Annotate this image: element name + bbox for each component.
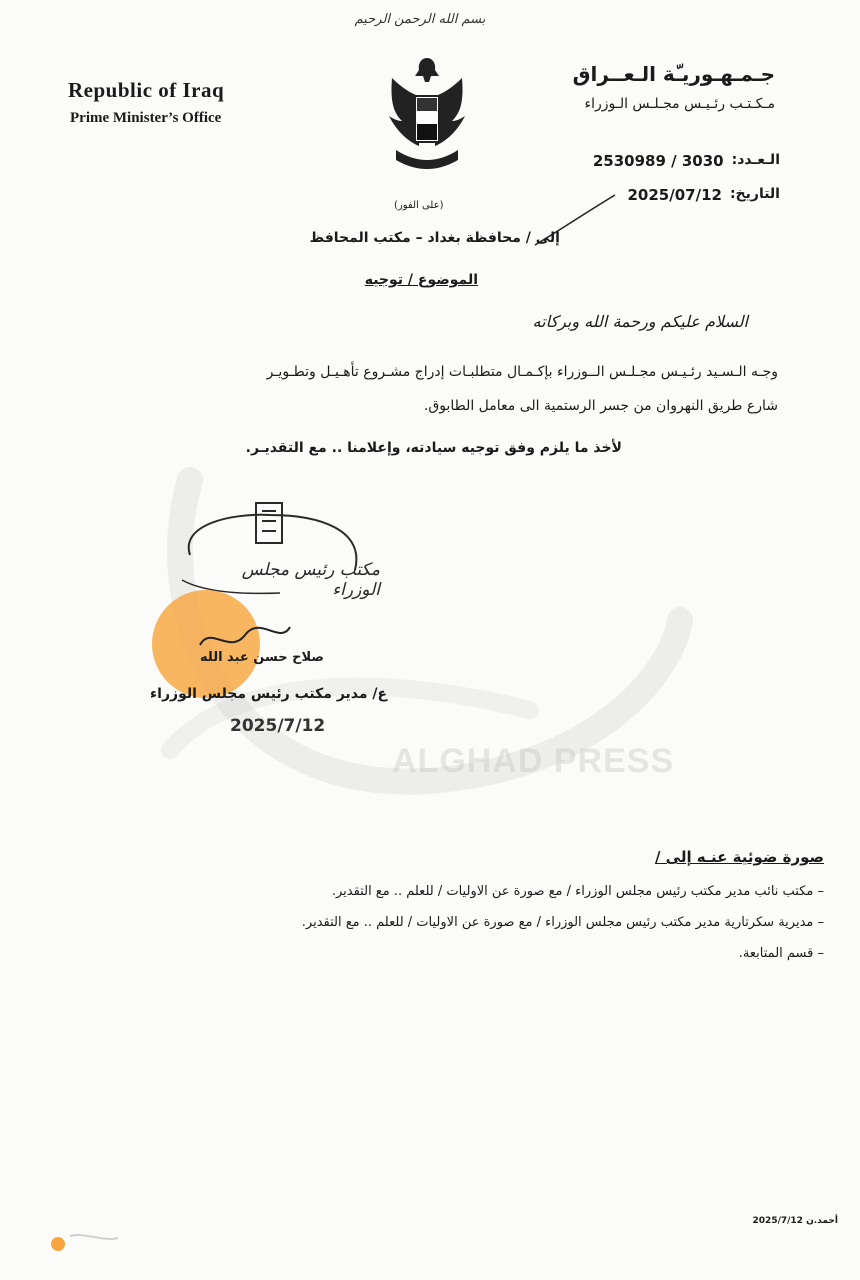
body-line-1: وجـه الـسـيد رئـيـس مجـلـس الــوزراء بإكـمـال متطلبـات إدراج مشـروع تأهـيـل وتطـويـر bbox=[266, 364, 778, 380]
english-title: Republic of Iraq bbox=[68, 78, 225, 102]
stamp-text: مكتب رئيس مجلس الوزراء bbox=[241, 560, 380, 600]
arabic-subtitle: مـكـتـب رئـيـس مجـلـس الـوزراء bbox=[584, 96, 775, 112]
signature-date: 2025/7/12 bbox=[230, 716, 326, 736]
subject-line: الموضوع / توجيه bbox=[364, 272, 478, 288]
reference-number bbox=[593, 152, 780, 170]
date-label: التاريخ: bbox=[729, 186, 780, 202]
letter-body bbox=[78, 355, 778, 423]
english-subtitle: Prime Minister’s Office bbox=[70, 110, 222, 126]
number-value: 2530989 / 3030 bbox=[592, 152, 724, 170]
signer-title: ع/ مدير مكتب رئيس مجلس الوزراء bbox=[150, 686, 388, 702]
iraq-eagle-emblem-icon bbox=[382, 50, 472, 175]
cc-item: – مديرية سكرتارية مدير مكتب رئيس مجلس الوزراء / مع صورة عن الاوليات / للعلم .. مع التقدير. bbox=[301, 915, 824, 930]
cc-item: – مكتب نائب مدير مكتب رئيس مجلس الوزراء / مع صورة عن الاوليات / للعلم .. مع التقدير. bbox=[331, 884, 824, 899]
basmala: بسم الله الرحمن الرحيم bbox=[354, 12, 486, 27]
closing-line: لأخذ ما يلزم وفق توجيه سيادته، وإعلامنا .. مع التقديـر. bbox=[245, 440, 622, 456]
body-line-2: شارع طريق النهروان من جسر الرستمية الى معامل الطابوق. bbox=[423, 398, 778, 414]
document-date bbox=[628, 186, 781, 204]
cc-item: – قسم المتابعة. bbox=[738, 946, 824, 961]
cc-heading: صورة ضوئية عنـه إلى / bbox=[654, 848, 824, 866]
date-value: 2025/07/12 bbox=[627, 186, 722, 204]
number-label: الـعـدد: bbox=[731, 152, 780, 168]
greeting: السلام عليكم ورحمة الله وبركاته bbox=[532, 312, 748, 331]
signer-name: صلاح حسن عبد الله bbox=[200, 650, 324, 665]
recipient-line: إلى / محافظة بغداد – مكتب المحافظ bbox=[309, 230, 560, 246]
urgent-note: (على الفور) bbox=[394, 200, 444, 211]
arabic-title: جـمـهـوريـّة الـعــراق bbox=[572, 62, 775, 86]
watermark-text: ALGHAD PRESS bbox=[392, 742, 675, 780]
brand-logo-icon bbox=[44, 1228, 124, 1258]
footer-date: أحمد.ن 2025/7/12 bbox=[752, 1216, 838, 1226]
